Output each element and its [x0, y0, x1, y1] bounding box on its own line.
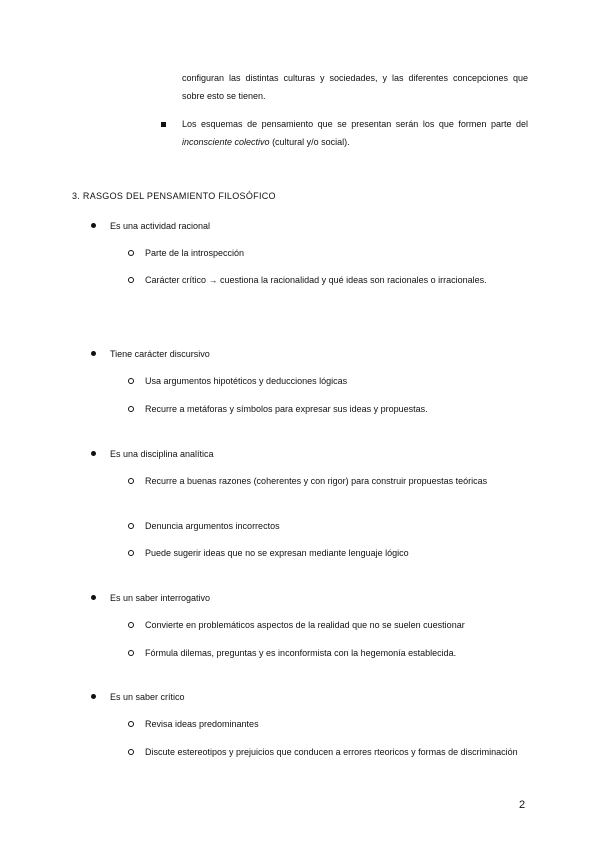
circle-bullet-icon	[128, 378, 134, 384]
intro-point	[182, 115, 528, 151]
sub-item: Revisa ideas predominantes	[145, 719, 259, 729]
sub-item: Convierte en problemáticos aspectos de la realidad que no se suelen cuestionar	[145, 620, 465, 630]
square-bullet-icon	[161, 122, 166, 127]
sub-item: Recurre a buenas razones (coherentes y con rigor) para construir propuestas teóricas	[145, 476, 488, 486]
intro-point-post: (cultural y/o social).	[269, 137, 350, 147]
sub-item: Puede sugerir ideas que no se expresan mediante lenguaje lógico	[145, 548, 409, 558]
circle-bullet-icon	[128, 650, 134, 656]
sub-item: Denuncia argumentos incorrectos	[145, 521, 280, 531]
sub-item: Parte de la introspección	[145, 248, 245, 258]
sub-item: Carácter crítico → cuestiona la racionalidad y qué ideas son racionales o irracionales.	[145, 275, 487, 285]
sub-item: Fórmula dilemas, preguntas y es inconformista con la hegemonía establecida.	[145, 648, 457, 658]
circle-bullet-icon	[128, 749, 134, 755]
circle-bullet-icon	[128, 250, 134, 256]
circle-bullet-icon	[128, 406, 134, 412]
circle-bullet-icon	[128, 622, 134, 628]
circle-bullet-icon	[128, 721, 134, 727]
circle-bullet-icon	[128, 550, 134, 556]
page-number: 2	[519, 799, 526, 811]
list-item-label: Tiene carácter discursivo	[110, 349, 210, 359]
round-bullet-icon	[91, 223, 96, 228]
sub-item: Usa argumentos hipotéticos y deducciones lógicas	[145, 376, 348, 386]
intro-point-pre: Los esquemas de pensamiento que se presentan serán los que formen parte del	[182, 119, 528, 129]
round-bullet-icon	[91, 595, 96, 600]
circle-bullet-icon	[128, 523, 134, 529]
list-item-label: Es una disciplina analítica	[110, 449, 214, 459]
list-item-label: Es una actividad racional	[110, 221, 211, 231]
round-bullet-icon	[91, 451, 96, 456]
list-item-label: Es un saber interrogativo	[110, 593, 211, 603]
sub-item: Discute estereotipos y prejuicios que conducen a errores rteoricos y formas de discriminación	[145, 747, 518, 757]
intro-continuation: configuran las distintas culturas y sociedades, y las diferentes concepciones que sobre esto se tienen.	[182, 73, 528, 101]
section-heading: 3. RASGOS DEL PENSAMIENTO FILOSÓFICO	[72, 191, 276, 201]
round-bullet-icon	[91, 694, 96, 699]
sub-item: Recurre a metáforas y símbolos para expresar sus ideas y propuestas.	[145, 404, 428, 414]
circle-bullet-icon	[128, 277, 134, 283]
list-item-label: Es un saber crítico	[110, 692, 185, 702]
round-bullet-icon	[91, 351, 96, 356]
intro-point-italic: inconsciente colectivo	[182, 137, 270, 147]
circle-bullet-icon	[128, 478, 134, 484]
